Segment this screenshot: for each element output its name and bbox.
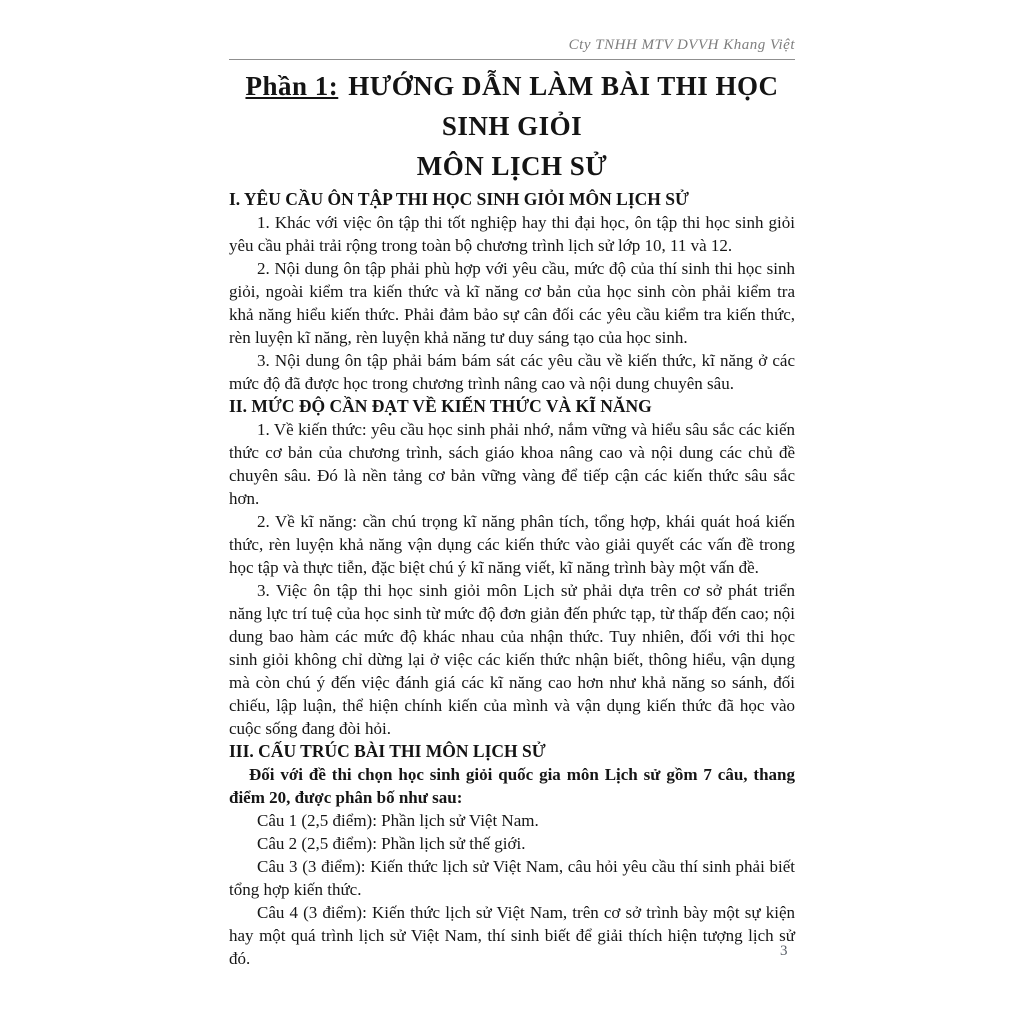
section-3-heading: III. CẤU TRÚC BÀI THI MÔN LỊCH SỬ <box>229 741 546 761</box>
section-2-paragraph: 1. Về kiến thức: yêu cầu học sinh phải nhớ, nắm vững và hiểu sâu sắc các kiến thức cơ bản của chương trình, sách giáo khoa nâng cao và nội dung các chủ đề chuyên sâu. Đó là nền tảng cơ bản vững vàng để tiếp cận các kiến thức sâu sắc hơn. <box>229 420 795 508</box>
section-2-paragraph: 3. Việc ôn tập thi học sinh giỏi môn Lịch sử phải dựa trên cơ sở phát triển năng lực trí tuệ của học sinh từ mức độ đơn giản đến phức tạp, từ thấp đến cao; nội dung bao hàm các mức độ khác nhau của nhận thức. Tuy nhiên, đối với thi học sinh giỏi không chỉ dừng lại ở việc các kiến thức nhận biết, thông hiểu, vận dụng mà còn chú ý đến việc đánh giá các kĩ năng cao hơn như khả năng so sánh, đối chiếu, lập luận, thể hiện chính kiến của mình và vận dụng kiến thức đã học vào cuộc sống đang đòi hỏi. <box>229 581 795 738</box>
section-3-intro: Đối với đề thi chọn học sinh giỏi quốc gia môn Lịch sử gồm 7 câu, thang điểm 20, được phân bố như sau: <box>229 765 795 807</box>
page-title <box>229 66 795 186</box>
section-2-paragraph: 2. Về kĩ năng: cần chú trọng kĩ năng phân tích, tổng hợp, khái quát hoá kiến thức, rèn luyện khả năng vận dụng các kiến thức vào giải quyết các vấn đề trong học tập và thực tiễn, đặc biệt chú ý kĩ năng viết, kĩ năng trình bày một vấn đề. <box>229 512 795 577</box>
page-number: 3 <box>780 943 788 959</box>
section-1-paragraph: 3. Nội dung ôn tập phải bám bám sát các yêu cầu về kiến thức, kĩ năng ở các mức độ đã được học trong chương trình nâng cao và nội dung chuyên sâu. <box>229 351 795 393</box>
section-2-heading: II. MỨC ĐỘ CẦN ĐẠT VỀ KIẾN THỨC VÀ KĨ NĂNG <box>229 396 652 416</box>
title-line-2: MÔN LỊCH SỬ <box>416 151 608 181</box>
title-line-1 <box>229 66 795 146</box>
page-content <box>229 36 795 970</box>
running-header <box>229 36 795 60</box>
exam-question-item: Câu 1 (2,5 điểm): Phần lịch sử Việt Nam. <box>257 811 539 830</box>
exam-question-item: Câu 2 (2,5 điểm): Phần lịch sử thế giới. <box>257 834 526 853</box>
section-1-paragraph: 1. Khác với việc ôn tập thi tốt nghiệp hay thi đại học, ôn tập thi học sinh giỏi yêu cầu phải trải rộng trong toàn bộ chương trình lịch sử lớp 10, 11 và 12. <box>229 213 795 255</box>
exam-question-item: Câu 4 (3 điểm): Kiến thức lịch sử Việt Nam, trên cơ sở trình bày một sự kiện hay một quá trình lịch sử Việt Nam, thí sinh biết để giải thích hiện tượng lịch sử đó. <box>229 903 795 968</box>
part-label: Phần 1: <box>245 71 339 101</box>
exam-question-item: Câu 3 (3 điểm): Kiến thức lịch sử Việt Nam, câu hỏi yêu cầu thí sinh phải biết tổng hợp kiến thức. <box>229 857 795 899</box>
publisher-name: Cty TNHH MTV DVVH Khang Việt <box>568 37 795 53</box>
title-text-1: HƯỚNG DẪN LÀM BÀI THI HỌC SINH GIỎI <box>348 71 779 141</box>
section-1-paragraph: 2. Nội dung ôn tập phải phù hợp với yêu cầu, mức độ của thí sinh thi học sinh giỏi, ngoài kiểm tra kiến thức và kĩ năng cơ bản của học sinh còn phải kiểm tra khả năng hiểu kiến thức. Phải đảm bảo sự cân đối các yêu cầu kiểm tra kiến thức, rèn luyện kĩ năng, rèn luyện khả năng tư duy sáng tạo của học sinh. <box>229 259 795 347</box>
section-1-heading: I. YÊU CẦU ÔN TẬP THI HỌC SINH GIỎI MÔN LỊCH SỬ <box>229 189 689 209</box>
